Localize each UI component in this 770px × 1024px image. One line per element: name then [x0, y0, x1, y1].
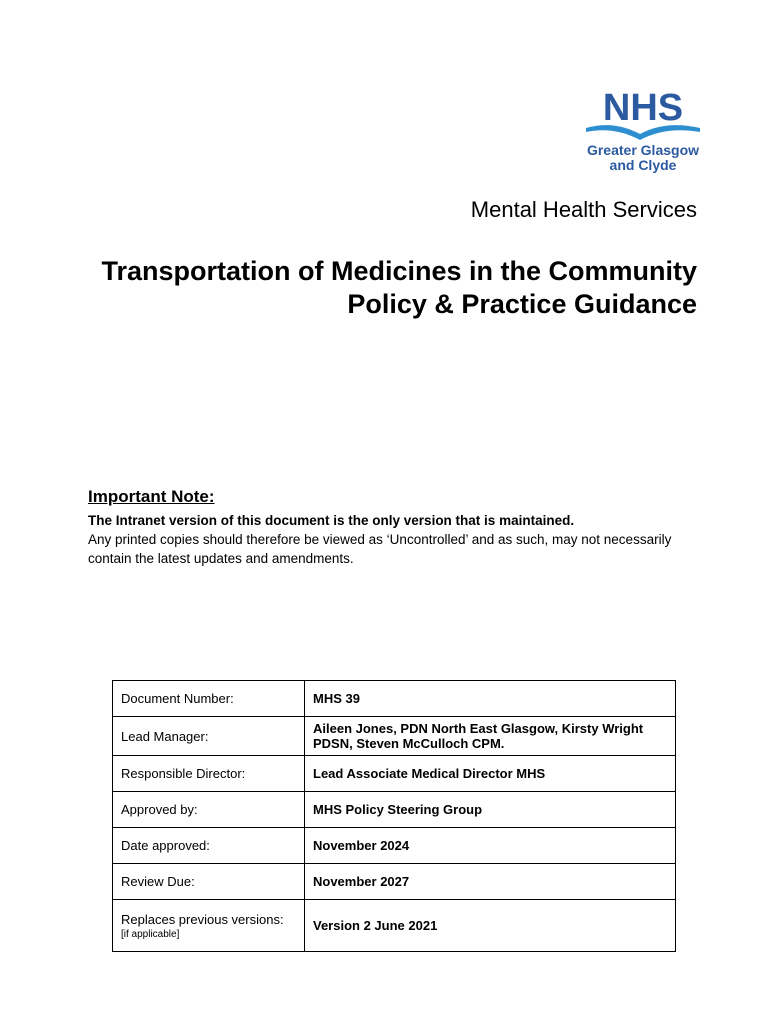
nhs-logo-graphic	[578, 84, 708, 176]
logo-brand: NHS	[602, 87, 684, 129]
row-value: November 2027	[305, 864, 676, 900]
row-label: Replaces previous versions:	[121, 911, 284, 927]
note-bold-line: The Intranet version of this document is the only version that is maintained.	[88, 513, 575, 528]
department-name: Mental Health Services	[470, 197, 697, 222]
row-value: Version 2 June 2021	[305, 900, 676, 952]
table-row	[113, 900, 676, 952]
row-value: Lead Associate Medical Director MHS	[305, 756, 676, 792]
table-row	[113, 717, 676, 756]
table-row	[113, 681, 676, 717]
logo-line2: and Clyde	[609, 157, 677, 173]
table-row	[113, 792, 676, 828]
logo-line1: Greater Glasgow	[586, 142, 700, 158]
note-body: Any printed copies should therefore be viewed as ‘Uncontrolled’ and as such, may not necessarily contain the latest updates and amendments.	[88, 532, 672, 566]
nhs-logo	[578, 84, 708, 176]
title-line-2: Policy & Practice Guidance	[347, 289, 697, 319]
row-label: Approved by:	[113, 792, 305, 828]
table-row	[113, 756, 676, 792]
row-value: Aileen Jones, PDN North East Glasgow, Kirsty Wright PDSN, Steven McCulloch CPM.	[305, 717, 676, 756]
row-value: November 2024	[305, 828, 676, 864]
row-value: MHS Policy Steering Group	[305, 792, 676, 828]
title-line-1: Transportation of Medicines in the Community	[101, 256, 697, 286]
important-note	[88, 487, 688, 568]
document-title	[101, 255, 697, 321]
row-label: Document Number:	[113, 681, 305, 717]
note-heading: Important Note:	[88, 487, 215, 506]
row-label-cell	[113, 900, 305, 952]
row-label: Lead Manager:	[113, 717, 305, 756]
table-row	[113, 828, 676, 864]
row-label: Review Due:	[113, 864, 305, 900]
row-label: Responsible Director:	[113, 756, 305, 792]
row-label: Date approved:	[113, 828, 305, 864]
table-row	[113, 864, 676, 900]
document-metadata-table	[112, 680, 676, 952]
row-value: MHS 39	[305, 681, 676, 717]
row-sublabel: [if applicable]	[121, 928, 180, 940]
